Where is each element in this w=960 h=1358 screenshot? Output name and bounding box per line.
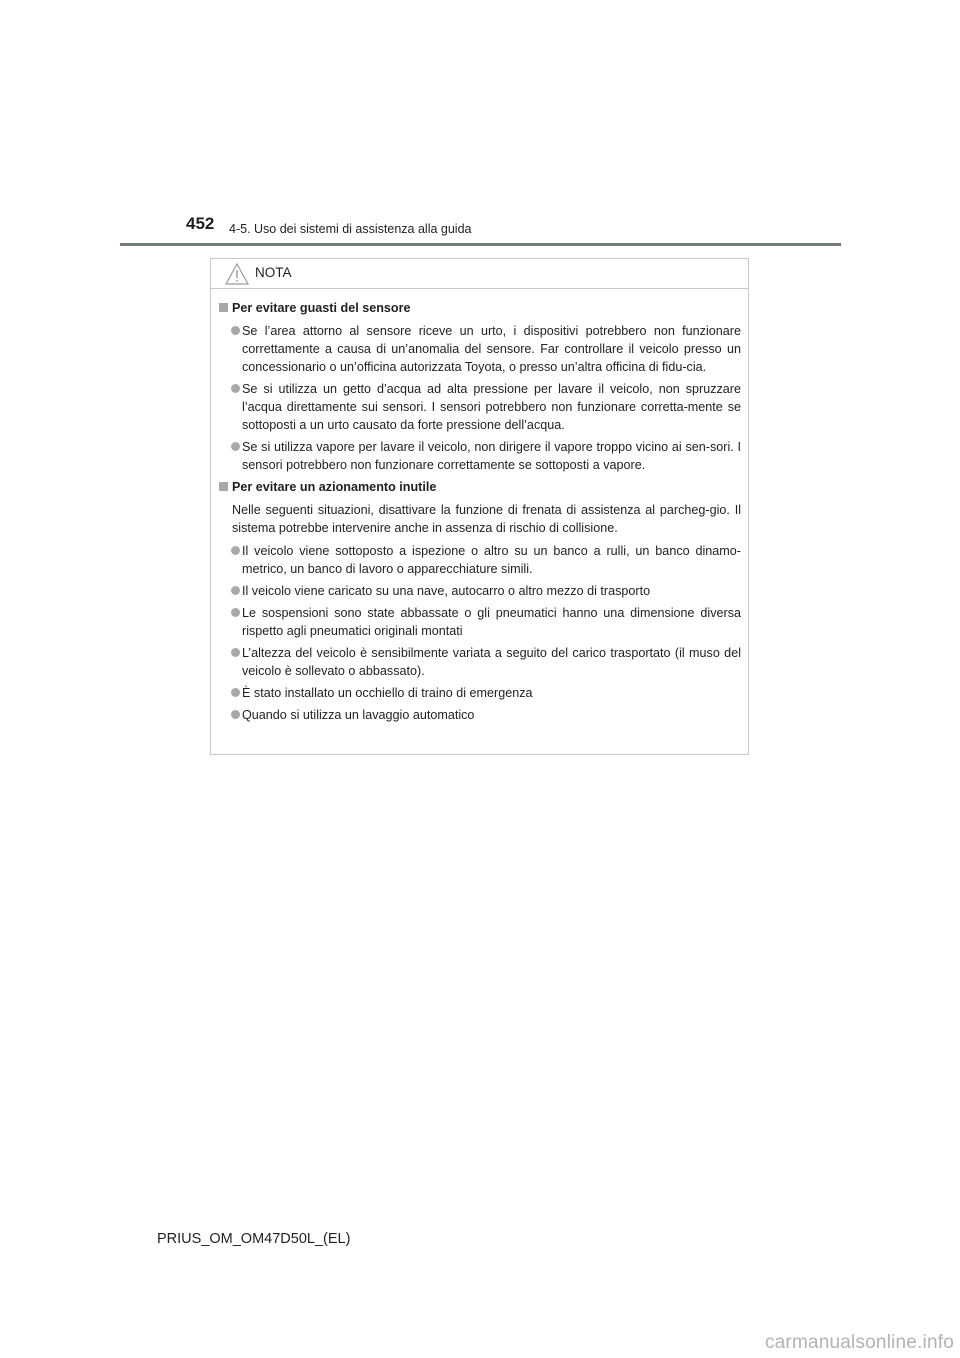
section-intro: Nelle seguenti situazioni, disattivare la funzione di frenata di assistenza al parcheg-gio. Il sistema potrebbe intervenire anche in assenza di rischio di collisione. <box>232 503 741 535</box>
list-item <box>218 644 741 680</box>
round-bullet-icon <box>231 688 240 697</box>
list-item <box>218 542 741 578</box>
list-item <box>218 380 741 434</box>
list-item-text: Il veicolo viene sottoposto a ispezione o altro su un banco a rulli, un banco dinamo-metrico, un banco di lavoro o apparecchiature simili. <box>242 544 741 576</box>
round-bullet-icon <box>231 384 240 393</box>
list-item-text: Le sospensioni sono state abbassate o gli pneumatici hanno una dimensione diversa rispetto agli pneumatici originali montati <box>242 606 741 638</box>
document-code: PRIUS_OM_OM47D50L_(EL) <box>157 1231 351 1247</box>
round-bullet-icon <box>231 608 240 617</box>
list-item <box>218 604 741 640</box>
list-item-text: Se si utilizza vapore per lavare il veicolo, non dirigere il vapore troppo vicino ai sen-sori. I sensori potrebbero non funzionare correttamente se sottoposti a vapore. <box>242 440 741 472</box>
round-bullet-icon <box>231 710 240 719</box>
list-item-text: Se l’area attorno al sensore riceve un urto, i dispositivi potrebbero non funzionare correttamente a causa di un’anomalia del sensore. Far controllare il veicolo presso un concessionario o un’officina autorizzata Toyota, o presso un’altra officina di fidu-cia. <box>242 324 741 374</box>
note-body <box>211 289 748 724</box>
site-watermark: carmanualsonline.info <box>764 1332 954 1353</box>
list-item <box>218 684 741 702</box>
section-heading <box>218 299 741 317</box>
section-title: 4-5. Uso dei sistemi di assistenza alla guida <box>229 222 472 236</box>
round-bullet-icon <box>231 326 240 335</box>
round-bullet-icon <box>231 586 240 595</box>
list-item <box>218 706 741 724</box>
note-box <box>210 258 749 755</box>
square-bullet-icon <box>219 482 228 491</box>
list-item-text: L’altezza del veicolo è sensibilmente variata a seguito del carico trasportato (il muso del veicolo è sollevato o abbassato). <box>242 646 741 678</box>
list-item-text: È stato installato un occhiello di traino di emergenza <box>242 686 533 700</box>
list-item-text: Il veicolo viene caricato su una nave, autocarro o altro mezzo di trasporto <box>242 584 651 598</box>
square-bullet-icon <box>219 303 228 312</box>
section-heading-text: Per evitare guasti del sensore <box>232 301 411 315</box>
list-item <box>218 322 741 376</box>
page-header <box>0 0 960 250</box>
note-header <box>211 259 748 289</box>
round-bullet-icon <box>231 546 240 555</box>
list-item <box>218 438 741 474</box>
round-bullet-icon <box>231 442 240 451</box>
section-heading-text: Per evitare un azionamento inutile <box>232 480 437 494</box>
list-item <box>218 582 741 600</box>
page-number: 452 <box>186 214 215 233</box>
note-title: NOTA <box>255 265 292 280</box>
list-item-text: Se si utilizza un getto d’acqua ad alta pressione per lavare il veicolo, non spruzzare l’acqua direttamente sui sensori. I sensori potrebbero non funzionare corretta-mente se sottoposti a un urto causato da forte pressione dell’acqua. <box>242 382 741 432</box>
round-bullet-icon <box>231 648 240 657</box>
list-item-text: Quando si utilizza un lavaggio automatico <box>242 708 475 722</box>
section-heading <box>218 478 741 496</box>
header-rule <box>120 243 841 246</box>
warning-triangle-icon <box>225 263 249 285</box>
